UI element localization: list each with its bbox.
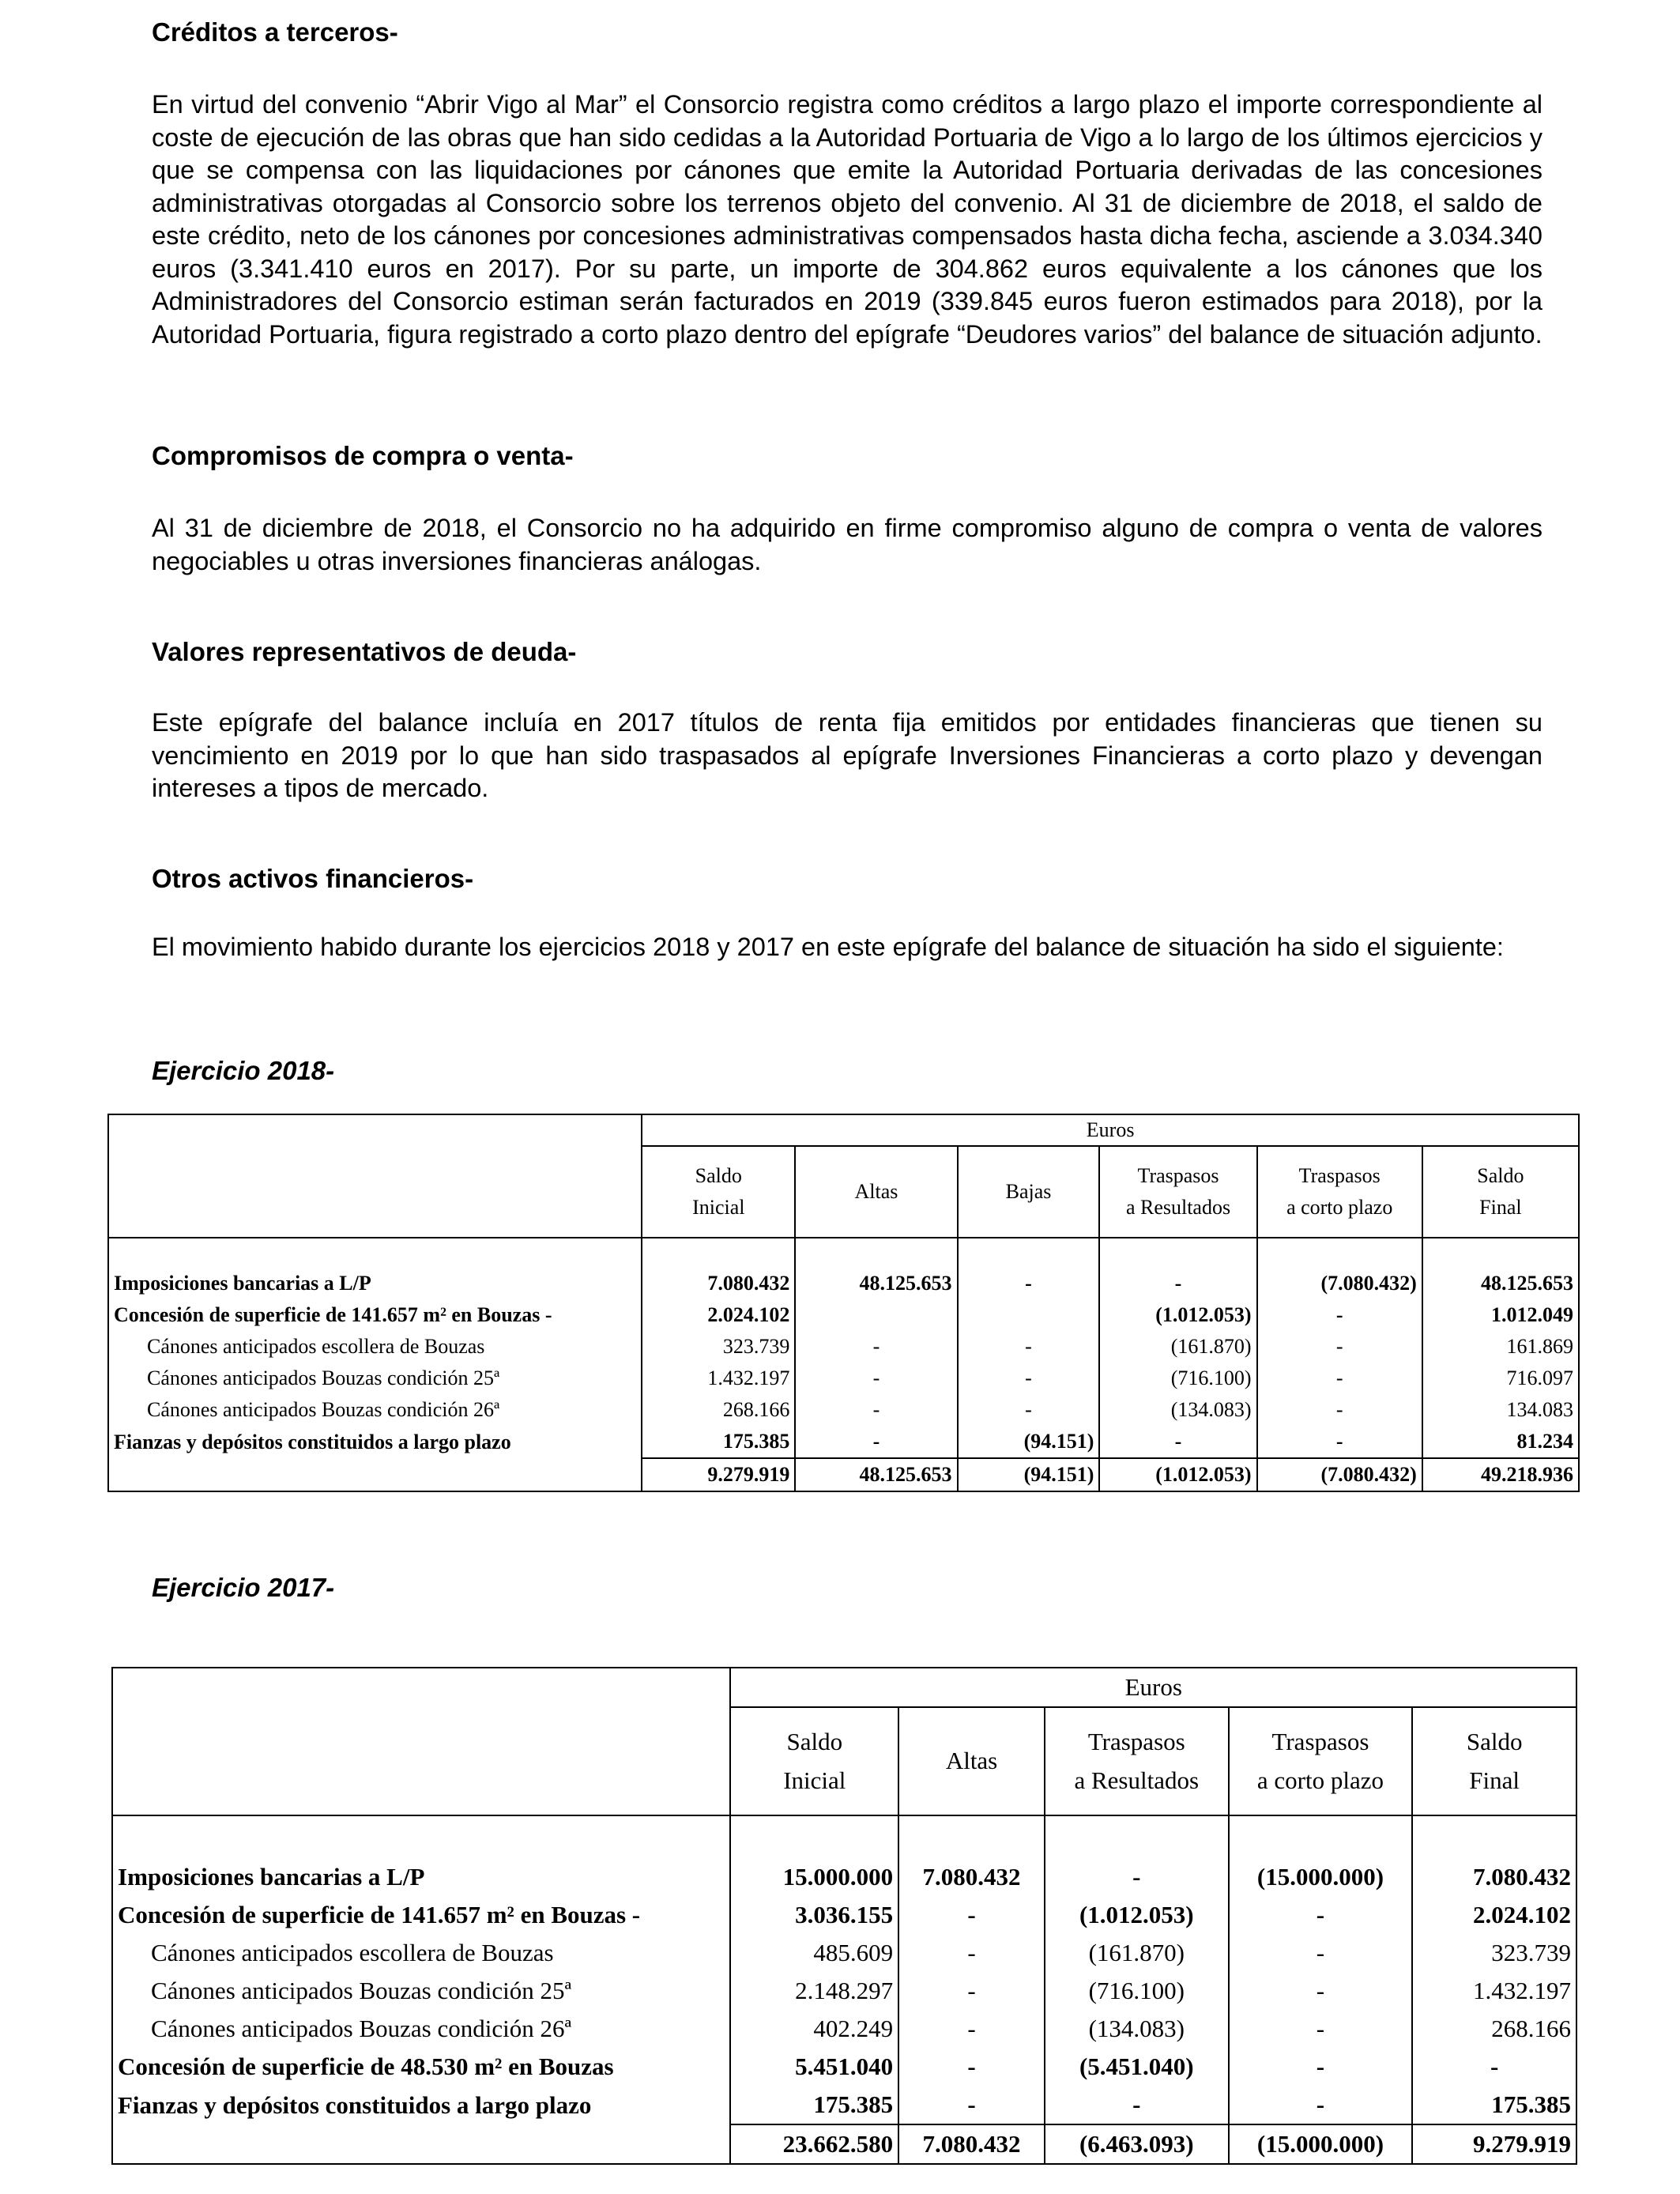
movement-table-2018 [107,1114,1580,1492]
total-cell: (1.012.053) [1099,1458,1256,1491]
table-cell: - [958,1363,1100,1394]
table-cell: - [1229,1972,1413,2010]
table-cell: 161.869 [1422,1331,1579,1363]
table-cell: - [1229,2086,1413,2124]
table-cell: 48.125.653 [795,1268,957,1299]
row-label: Cánones anticipados Bouzas condición 25ª [147,1367,500,1389]
col-header-traspasos-resultados: Traspasos a Resultados [1045,1707,1229,1815]
table-cell: 716.097 [1422,1363,1579,1394]
total-cell: 23.662.580 [730,2124,898,2164]
row-label: Imposiciones bancarias a L/P [114,1272,371,1295]
table-cell: 7.080.432 [1412,1858,1576,1896]
col-header-altas: Altas [898,1707,1045,1815]
table-cell: - [1412,2048,1576,2086]
table-row [108,1268,1579,1299]
table-cell: - [898,1896,1045,1934]
row-label: Imposiciones bancarias a L/P [118,1863,425,1891]
table-cell: - [1229,1896,1413,1934]
row-label: Cánones anticipados Bouzas condición 26ª [147,1398,500,1421]
section-title-creditos: Créditos a terceros- [152,17,398,47]
table-cell: 5.451.040 [730,2048,898,2086]
table-cell: (1.012.053) [1045,1896,1229,1934]
table-cell: - [958,1331,1100,1363]
table-cell: - [898,2086,1045,2124]
row-label: Cánones anticipados escollera de Bouzas [147,1335,485,1358]
col-header-saldo-inicial: Saldo Inicial [642,1146,795,1238]
table-cell: (15.000.000) [1229,1858,1413,1896]
table-cell: (161.870) [1045,1934,1229,1972]
table-cell: - [1099,1426,1256,1458]
euros-header: Euros [642,1114,1579,1146]
table-cell: 1.012.049 [1422,1299,1579,1331]
table-cell: - [1257,1331,1422,1363]
table-cell: - [898,1934,1045,1972]
table-cell: 323.739 [1412,1934,1576,1972]
table-cell: (5.451.040) [1045,2048,1229,2086]
table-cell: (1.012.053) [1099,1299,1256,1331]
table-cell: - [1045,2086,1229,2124]
table-cell: - [795,1331,957,1363]
section-title-valores: Valores representativos de deuda- [152,637,577,666]
table-cell: 1.432.197 [1412,1972,1576,2010]
table-cell: 15.000.000 [730,1858,898,1896]
table-cell: 268.166 [642,1394,795,1426]
table-cell: 323.739 [642,1331,795,1363]
table-cell: - [958,1268,1100,1299]
table-cell: 3.036.155 [730,1896,898,1934]
table-row [112,2048,1576,2086]
table-cell: - [795,1426,957,1458]
total-cell: (7.080.432) [1257,1458,1422,1491]
col-header-saldo-final: Saldo Final [1422,1146,1579,1238]
table-row [112,1934,1576,1972]
table-row [108,1299,1579,1331]
total-cell: (94.151) [958,1458,1100,1491]
col-header-saldo-inicial: Saldo Inicial [730,1707,898,1815]
table-cell: 175.385 [1412,2086,1576,2124]
table-cell: - [898,2010,1045,2048]
section-title-compromisos: Compromisos de compra o venta- [152,441,574,470]
row-label: Cánones anticipados Bouzas condición 26ª [151,2015,571,2042]
total-cell: 49.218.936 [1422,1458,1579,1491]
paragraph-creditos: En virtud del convenio “Abrir Vigo al Mar” el Consorcio registra como créditos a largo plazo el importe correspondiente al coste de ejecución de las obras que han sido cedidas a la Autoridad Portuaria de Vigo a lo largo de los últimos ejercicios y que se compensa con las liquidaciones por cánones que emite la Autoridad Portuaria derivadas de las concesiones administrativas otorgadas al Consorcio sobre los terrenos objeto del convenio. Al 31 de diciembre de 2018, el saldo de este crédito, neto de los cánones por concesiones administrativas compensados hasta dicha fecha, asciende a 3.034.340 euros (3.341.410 euros en 2017). Por su parte, un importe de 304.862 euros equivalente a los cánones que los Administradores del Consorcio estiman serán facturados en 2019 (339.845 euros fueron estimados para 2018), por la Autoridad Portuaria, figura registrado a corto plazo dentro del epígrafe “Deudores varios” del balance de situación adjunto. [152,90,1543,349]
row-label: Concesión de superficie de 141.657 m² en Bouzas - [114,1303,552,1326]
table-cell: (134.083) [1099,1394,1256,1426]
table-cell: 2.148.297 [730,1972,898,2010]
table-cell: 134.083 [1422,1394,1579,1426]
total-cell: 9.279.919 [1412,2124,1576,2164]
col-header-saldo-final: Saldo Final [1412,1707,1576,1815]
total-cell: 9.279.919 [642,1458,795,1491]
table-cell: 175.385 [642,1426,795,1458]
paragraph-otros: El movimiento habido durante los ejercicios 2018 y 2017 en este epígrafe del balance de situación ha sido el siguiente: [152,933,1504,961]
table-cell: - [1229,1934,1413,1972]
table-cell: (94.151) [958,1426,1100,1458]
table-cell: 485.609 [730,1934,898,1972]
total-cell: (6.463.093) [1045,2124,1229,2164]
table-row [112,2086,1576,2124]
row-label: Cánones anticipados Bouzas condición 25ª [151,1977,571,2004]
total-row [108,1458,1579,1491]
col-header-bajas: Bajas [958,1146,1100,1238]
col-header-traspasos-corto-plazo: Traspasos a corto plazo [1257,1146,1422,1238]
table-cell: - [898,1972,1045,2010]
col-header-traspasos-resultados: Traspasos a Resultados [1099,1146,1256,1238]
col-header-traspasos-corto-plazo: Traspasos a corto plazo [1229,1707,1413,1815]
row-label: Fianzas y depósitos constituidos a largo plazo [118,2090,592,2119]
table-cell: - [1099,1268,1256,1299]
paragraph-compromisos: Al 31 de diciembre de 2018, el Consorcio no ha adquirido en firme compromiso alguno de compra o venta de valores negociables u otras inversiones financieras análogas. [152,514,1543,575]
table-title-2018: Ejercicio 2018- [152,1056,335,1085]
total-cell: 48.125.653 [795,1458,957,1491]
table-cell: (716.100) [1045,1972,1229,2010]
table-cell [958,1299,1100,1331]
movement-table-2017 [111,1667,1577,2165]
table-cell: - [795,1394,957,1426]
table-row [112,1858,1576,1896]
table-cell: - [1045,1858,1229,1896]
table-cell: 268.166 [1412,2010,1576,2048]
row-label: Concesión de superficie de 48.530 m² en Bouzas [118,2053,614,2080]
table-cell: (7.080.432) [1257,1268,1422,1299]
table-cell: 7.080.432 [642,1268,795,1299]
table-row [112,1896,1576,1934]
table-cell: - [1229,2048,1413,2086]
euros-header: Euros [730,1668,1576,1707]
table-cell: 81.234 [1422,1426,1579,1458]
table-cell: 1.432.197 [642,1363,795,1394]
table-cell: - [1257,1426,1422,1458]
table-row [112,2010,1576,2048]
row-label: Concesión de superficie de 141.657 m² en Bouzas - [118,1901,641,1928]
table-cell: 175.385 [730,2086,898,2124]
table-row [108,1394,1579,1426]
table-cell: (161.870) [1099,1331,1256,1363]
table-row [108,1363,1579,1394]
table-cell: - [1257,1394,1422,1426]
table-cell: 402.249 [730,2010,898,2048]
table-row [108,1331,1579,1363]
table-cell: (716.100) [1099,1363,1256,1394]
table-cell: - [1257,1299,1422,1331]
table-cell: - [1229,2010,1413,2048]
row-label: Cánones anticipados escollera de Bouzas [151,1939,554,1966]
total-cell: (15.000.000) [1229,2124,1413,2164]
table-cell: 7.080.432 [898,1858,1045,1896]
table-cell: 2.024.102 [642,1299,795,1331]
table-cell: - [898,2048,1045,2086]
table-cell: 48.125.653 [1422,1268,1579,1299]
row-label: Fianzas y depósitos constituidos a largo plazo [114,1430,511,1453]
table-cell: (134.083) [1045,2010,1229,2048]
table-cell: 2.024.102 [1412,1896,1576,1934]
table-row [108,1426,1579,1458]
total-cell: 7.080.432 [898,2124,1045,2164]
col-header-altas: Altas [795,1146,957,1238]
table-cell: - [795,1363,957,1394]
table-cell: - [1257,1363,1422,1394]
table-row [112,1972,1576,2010]
total-row [112,2124,1576,2164]
table-title-2017: Ejercicio 2017- [152,1573,335,1602]
table-cell: - [958,1394,1100,1426]
table-cell [795,1299,957,1331]
section-title-otros: Otros activos financieros- [152,864,474,893]
paragraph-valores: Este epígrafe del balance incluía en 2017 títulos de renta fija emitidos por entidades financieras que tienen su vencimiento en 2019 por lo que han sido traspasados al epígrafe Inversiones Financieras a corto plazo y devengan intereses a tipos de mercado. [152,708,1543,802]
